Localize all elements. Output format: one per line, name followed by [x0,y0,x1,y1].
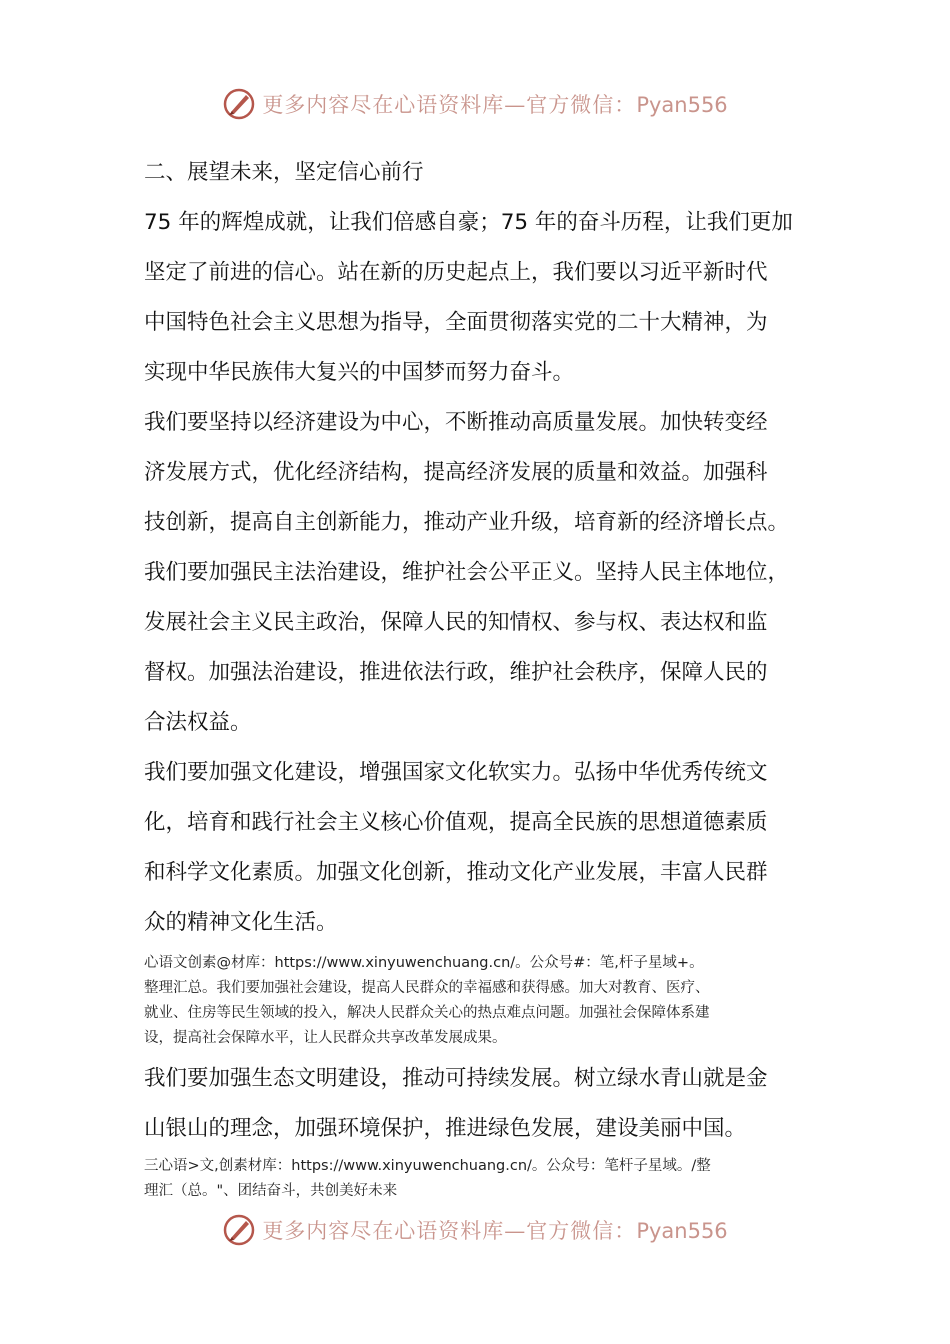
text-line: 督权。加强法治建设，推进依法行政，维护社会秩序，保障人民的 [144,660,768,685]
text-line: 中国特色社会主义思想为指导，全面贯彻落实党的二十大精神，为 [144,310,768,335]
paragraph [144,1054,824,1154]
text-line: 我们要坚持以经济建设为中心，不断推动高质量发展。加快转变经 [144,410,768,435]
small-text-line: 就业、住房等民生领域的投入，解决人民群众关心的热点难点问题。加强社会保障体系建 [144,1005,710,1021]
paragraph [144,198,824,398]
section-heading: 二、展望未来，坚定信心前行 [144,160,424,185]
text-line: 众的精神文化生活。 [144,910,338,935]
document-body [144,148,824,1204]
small-text-line: 设，提高社会保障水平，让人民群众共享改革发展成果。 [144,1030,507,1046]
text-line: 济发展方式，优化经济结构，提高经济发展的质量和效益。加强科 [144,460,768,485]
text-line: 化，培育和践行社会主义核心价值观，提高全民族的思想道德素质 [144,810,768,835]
text-line: 实现中华民族伟大复兴的中国梦而努力奋斗。 [144,360,575,385]
paragraph [144,548,824,748]
text-line: 75 年的辉煌成就，让我们倍感自豪；75 年的奋斗历程，让我们更加 [144,210,793,235]
text-line: 技创新，提高自主创新能力，推动产业升级，培育新的经济增长点。 [144,510,790,535]
watermark-note [144,951,824,1051]
text-line: 我们要加强民主法治建设，维护社会公平正义。坚持人民主体地位， [144,560,790,585]
footer-banner [0,1210,950,1250]
small-text-line: 三心语>文,创素材库：https://www.xinyuwenchuang.cn/。公众号：笔杆子星域。/整 [144,1158,711,1174]
text-line: 我们要加强生态文明建设，推动可持续发展。树立绿水青山就是金 [144,1066,768,1091]
text-line: 发展社会主义民主政治，保障人民的知情权、参与权、表达权和监 [144,610,768,635]
small-text-line: 心语文创素@材库：https://www.xinyuwenchuang.cn/。公众号#：笔,杆子星域+。 [144,955,704,971]
text-line: 山银山的理念，加强环境保护，推进绿色发展，建设美丽中国。 [144,1116,747,1141]
banner-text: 更多内容尽在心语资料库—官方微信：Pyan556 [262,93,728,117]
watermark-note [144,1154,824,1204]
small-text-line: 整理汇总。我们要加强社会建设，提高人民群众的幸福感和获得感。加大对教育、医疗、 [144,980,710,996]
text-line: 我们要加强文化建设，增强国家文化软实力。弘扬中华优秀传统文 [144,760,768,785]
header-banner [0,84,950,124]
text-line: 和科学文化素质。加强文化创新，推动文化产业发展，丰富人民群 [144,860,768,885]
paragraph [144,398,824,548]
paragraph [144,748,824,948]
small-text-line: 理汇（总。"、团结奋斗，共创美好未来 [144,1183,398,1199]
text-line: 合法权益。 [144,710,252,735]
text-line: 坚定了前进的信心。站在新的历史起点上，我们要以习近平新时代 [144,260,768,285]
banner-text: 更多内容尽在心语资料库—官方微信：Pyan556 [262,1219,728,1243]
pen-logo-icon [222,87,256,121]
pen-logo-icon [222,1213,256,1247]
